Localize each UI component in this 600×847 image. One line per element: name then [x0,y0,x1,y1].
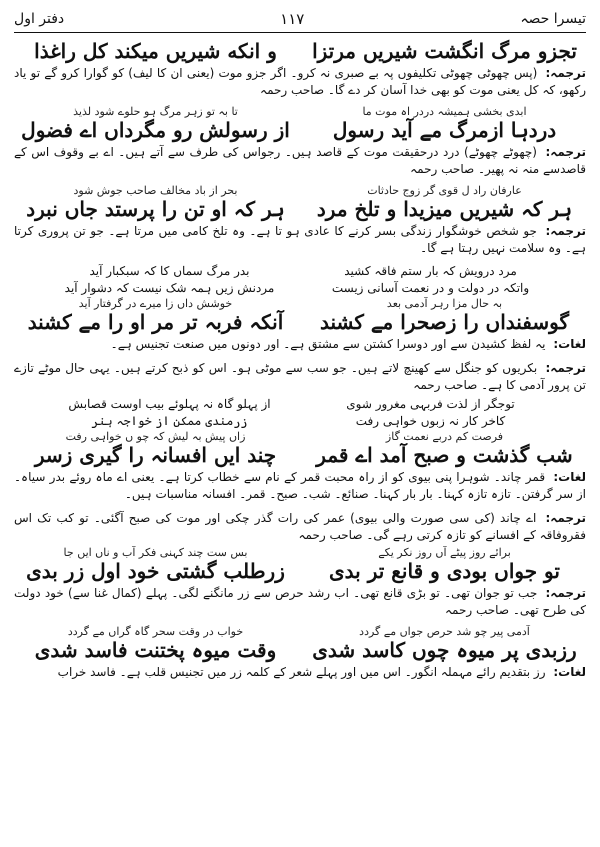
verse-block [14,359,586,505]
annotation-right: ابدی بخشی ہمیشہ دردر اہ موت ما [362,105,527,118]
main-verse [14,443,586,468]
page-number: ۱۱۷ [280,10,305,28]
verse-hemistich-left: از رسولش رو مگرداں اے فضول [21,118,290,142]
commentary-text: جو شخص خوشگوار زندگی بسر کرنے کا عادی ہو تا ہے۔ وہ تلخ کامی میں مرتا ہے۔ جو تن پروری کرتا ہے۔ وہ سلامت نہیں رہتا ہے گا۔ [14,224,586,255]
commentary-label: لغات: [553,337,586,351]
commentary-text: یہ لفظ کشیدن سے اور دوسرا کشتن سے مشتق ہے۔ اور دونوں میں صنعت تجنیس ہے۔ [110,337,546,351]
annotation-left: تا بہ تو زہر مرگ ہو حلوے شود لذیذ [73,105,238,118]
main-verse [14,310,586,335]
section-title: تیسرا حصہ [520,11,586,27]
main-verse [14,118,586,143]
main-verse [14,197,586,222]
verse-hemistich-left: آنکہ فربہ تر مر او را مے کشند [27,310,284,334]
couplet-line: زرمندی ممکن از خواجہ ہنر [91,414,248,428]
main-verse [14,559,586,584]
annotation-left: بس ست چند کہنی فکر آب و ناں ایں جا [63,546,248,559]
glossary [14,664,586,681]
verse-hemistich-right: گوسفنداں را زصحرا مے کشند [319,310,570,334]
commentary-text: (پس چھوٹی چھوٹی تکلیفوں پہ بے صبری نہ کرو۔ اگر جزو موت (یعنی ان کا لیف) کو گوارا کرو گے تو یاد رکھو، کہ کل یعنی موت کو بھی خدا آسان کر دے گا۔ صاحب رحمہ [14,66,586,97]
couplet-line: مردنش زیں ہمہ شک نیست کہ دشوار آید [64,281,275,295]
commentary [14,65,586,99]
verse-hemistich-right: تجزو مرگ انگشت شیریں مرتزا [312,39,577,63]
main-verse [14,39,586,64]
glossary-label: لغات: [553,470,586,484]
verse-block [14,263,586,355]
annotation-verse [14,625,586,638]
annotation-verse [14,184,586,197]
glossary-text: قمر چاند۔ شوہرا پنی بیوی کو از راہ محبت قمر کے نام سے خطاب کرتا ہے۔ یعنی اے ماہ روئے بدر سیاہ۔ از سر گرفتن۔ تازہ تازہ کہنا۔ بار بار کہنا۔ صنائع۔ شب۔ صبح۔ قمر۔ افسانہ مناسبات ہیں۔ [14,470,586,501]
couplet-line: بدر مرگ سماں کا کہ سبکبار آید [89,264,250,278]
commentary-text: جب تو جوان تھی۔ تو بڑی قانع تھی۔ اب رشد حرص سے زر مانگنے لگی۔ پہلے (کمال غنا سے) خود دولت کی طرح تھی۔ صاحب رحمہ [14,586,586,617]
verse-hemistich-left: چند ایں افسانہ را گیری زسر [34,443,277,467]
quoted-couplet [14,263,586,280]
annotation-left: خواب در وقت سحر گاہ گراں مے گردد [67,625,244,638]
commentary [14,336,586,353]
couplet-line: واتکہ در دولت و در نعمت آسانی زیست [331,281,530,295]
quoted-couplet [14,396,586,413]
annotation-verse [14,297,586,310]
couplet-line: توجگر از لذت فربہی مغرور شوی [346,397,515,411]
commentary-label: ترجمہ: [545,66,586,80]
verse-hemistich-right: تو جواں بودی و قانع تر بدی [329,559,560,583]
glossary [14,469,586,503]
page-header [14,6,586,33]
commentary-label: ترجمہ: [545,586,586,600]
verse-hemistich-right: ہر کہ شیریں میزیدا و تلخ مرد [316,197,573,221]
verse-hemistich-right: رزبدی پر میوہ چوں کاسد شدی [312,638,577,662]
annotation-right: فرصت کم دربے نعمت گاز [385,430,504,443]
verse-hemistich-left: زرطلب گشتی خود اول زر بدی [26,559,285,583]
annotation-right: عارفان راد ل قوی گر زوج حادثات [367,184,522,197]
annotation-right: آدمی پیر چو شد حرص جواں مے گردد [359,625,530,638]
annotation-right: برائے روز پیٹے آں روز نکر یکے [378,546,511,559]
commentary-text: (چھوٹے چھوٹے) درد درحقیقت موت کے قاصد ہیں۔ رجواس کی طرف سے آتے ہیں۔ اے بے وقوف اس کے قاصدسے منہ نہ پھیر۔ صاحب رحمہ [14,145,586,176]
annotation-verse [14,105,586,118]
commentary-text: بکریوں کو جنگل سے کھینچ لاتے ہیں۔ جو سب سے موٹی ہو۔ اس کو ذبح کرتے ہیں۔ یہی حال موٹے تازے تن پرور آدمی کا ہے۔ صاحب رحمہ [14,361,586,392]
commentary [14,223,586,257]
commentary-label: ترجمہ: [545,361,586,375]
volume-title: دفتر اول [14,11,65,27]
verse-hemistich-right: شب گذشت و صبح آمد اے قمر [316,443,573,467]
verse-block [14,184,586,259]
couplet-line: کاخر کار نہ زبوں خواہی رفت [355,414,506,428]
commentary [14,510,586,544]
commentary-label: ترجمہ: [545,224,586,238]
quoted-couplet [14,280,586,297]
verse-block [14,509,586,621]
verse-block [14,625,586,683]
quoted-couplet [14,413,586,430]
commentary [14,360,586,394]
annotation-left: بحر از باد مخالف صاحب جوش شود [73,184,238,197]
verse-hemistich-left: و انکه شیریں میکند کل راغذا [34,39,277,63]
verse-hemistich-right: دردہا ازمرگ مے آید رسول [332,118,557,142]
main-verse [14,638,586,663]
commentary [14,585,586,619]
commentary [14,144,586,178]
verse-hemistich-left: وقت میوہ پختنت فاسد شدی [34,638,277,662]
annotation-verse [14,430,586,443]
verse-hemistich-left: ہر کہ او تن را پرستد جاں نبرد [26,197,285,221]
glossary-text: رز بتقدیم رائے مہملہ انگور۔ اس میں اور پہلے شعر کے کلمہ زر میں تجنیس قلب ہے۔ فاسد خراب [57,665,546,679]
glossary-label: لغات: [553,665,586,679]
commentary-label: ترجمہ: [545,511,586,525]
verse-block [14,39,586,101]
content [14,39,586,687]
annotation-right: بہ حال مزا رہر آدمی بعد [386,297,503,310]
couplet-line: از پہلو گاہ نہ پہلوئے بیب اوست قصابش [68,397,271,411]
commentary-label: ترجمہ: [545,145,586,159]
annotation-left: زاں پیش بہ لیش کہ چو ں خواہی رفت [65,430,246,443]
commentary-text: اے چاند (کی سی صورت والی بیوی) عمر کی رات گذر چکی اور موت کی صبح آگئی۔ تو کب تک اس فقروفاقہ کے افسانے کو تازہ کرتی رہے گی۔ صاحب رحمہ [14,511,586,542]
couplet-line: مرد درویش کہ بار ستم فاقہ کشید [344,264,517,278]
verse-block [14,105,586,180]
annotation-verse [14,546,586,559]
annotation-left: خوشش داں زا میرے در گرفتار آید [78,297,233,310]
